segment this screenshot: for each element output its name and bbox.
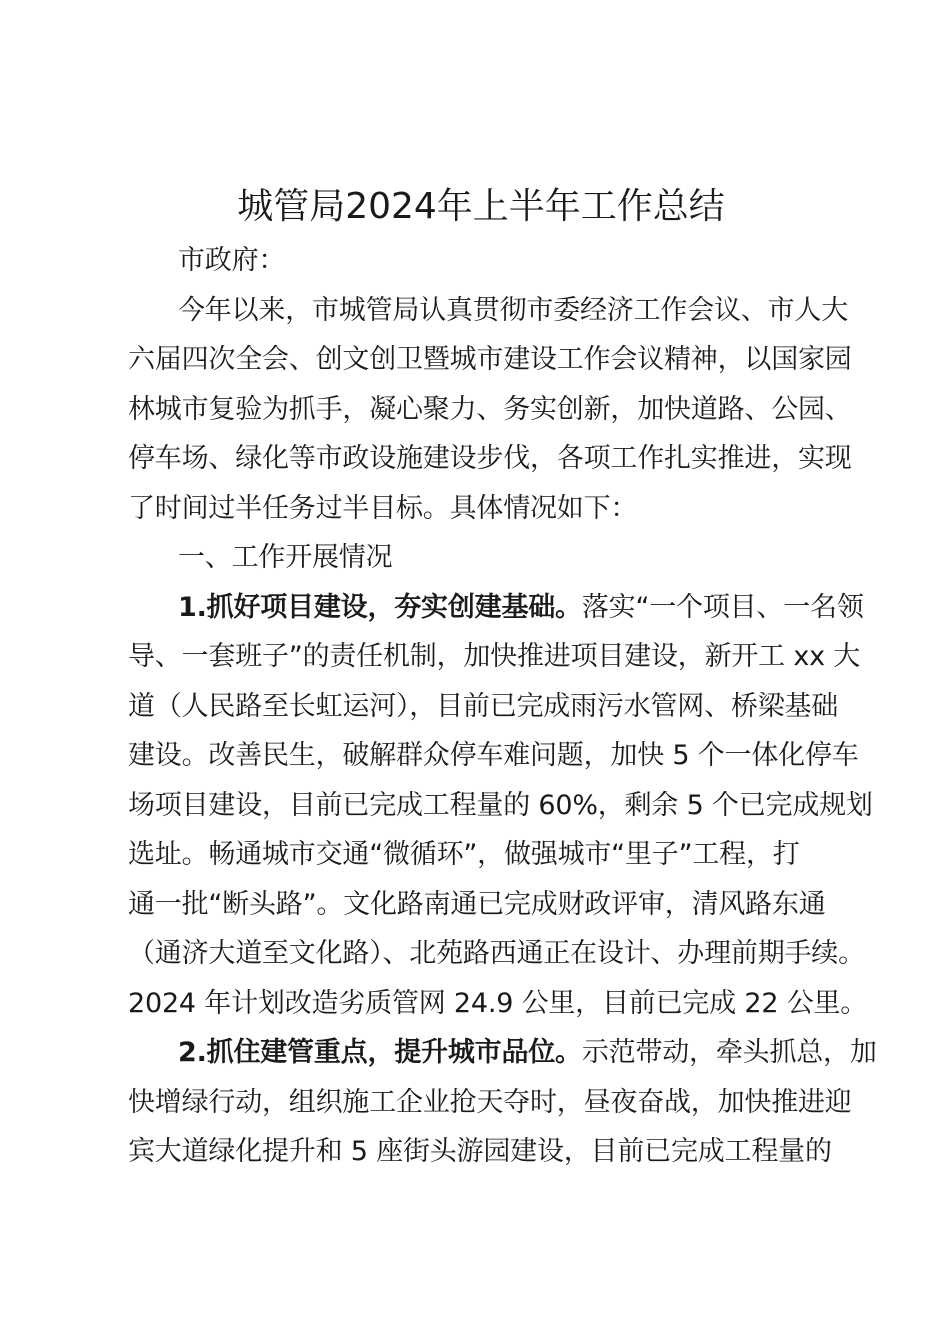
- item1-line: 建设。改善民生，破解群众停车难问题，加快 5 个一体化停车: [128, 740, 859, 771]
- document-page: [128, 178, 877, 1177]
- intro-line: 停车场、绿化等市政设施建设步伐，各项工作扎实推进，实现: [128, 443, 852, 474]
- section-heading: 一、工作开展情况: [178, 542, 393, 573]
- item1-line: 选址。畅通城市交通“微循环”，做强城市“里子”工程，打: [128, 839, 800, 870]
- salutation: 市政府：: [178, 245, 286, 276]
- intro-line: 林城市复验为抓手，凝心聚力、务实创新，加快道路、公园、: [128, 393, 852, 425]
- item2-lead: 2.抓住建管重点，提升城市品位。: [178, 1037, 582, 1068]
- item1-line: 道（人民路至长虹运河），目前已完成雨污水管网、桥梁基础: [128, 690, 839, 722]
- item1-line: 导、一套班子”的责任机制，加快推进项目建设，新开工 xx 大: [128, 641, 861, 672]
- intro-line: 今年以来，市城管局认真贯彻市委经济工作会议、市人大: [178, 294, 848, 326]
- item1-line: 通一批“断头路”。文化路南通已完成财政评审，清风路东通: [128, 888, 826, 920]
- item1-line: （通济大道至文化路）、北苑路西通正在设计、办理前期手续。: [128, 938, 865, 969]
- item1-first-line: [128, 583, 864, 633]
- item1-first-rest: 落实“一个项目、一名领: [581, 591, 864, 623]
- item2-first-line: [128, 1028, 877, 1078]
- item1-lead: 1.抓好项目建设，夯实创建基础。: [178, 591, 582, 623]
- item2-line: 宾大道绿化提升和 5 座街头游园建设，目前已完成工程量的: [128, 1136, 832, 1167]
- document-title: 城管局2024年上半年工作总结: [237, 186, 725, 227]
- item2-first-rest: 示范带动，牵头抓总，加: [581, 1037, 877, 1068]
- item2-line: 快增绿行动，组织施工企业抢天夺时，昼夜奋战，加快推进迎: [128, 1086, 852, 1118]
- intro-line: 六届四次全会、创文创卫暨城市建设工作会议精神，以国家园: [128, 344, 852, 375]
- item1-line: 2024 年计划改造劣质管网 24.9 公里，目前已完成 22 公里。: [128, 987, 868, 1019]
- intro-line: 了时间过半任务过半目标。具体情况如下：: [128, 492, 638, 524]
- item1-line: 场项目建设，目前已完成工程量的 60%，剩余 5 个已完成规划: [128, 789, 873, 821]
